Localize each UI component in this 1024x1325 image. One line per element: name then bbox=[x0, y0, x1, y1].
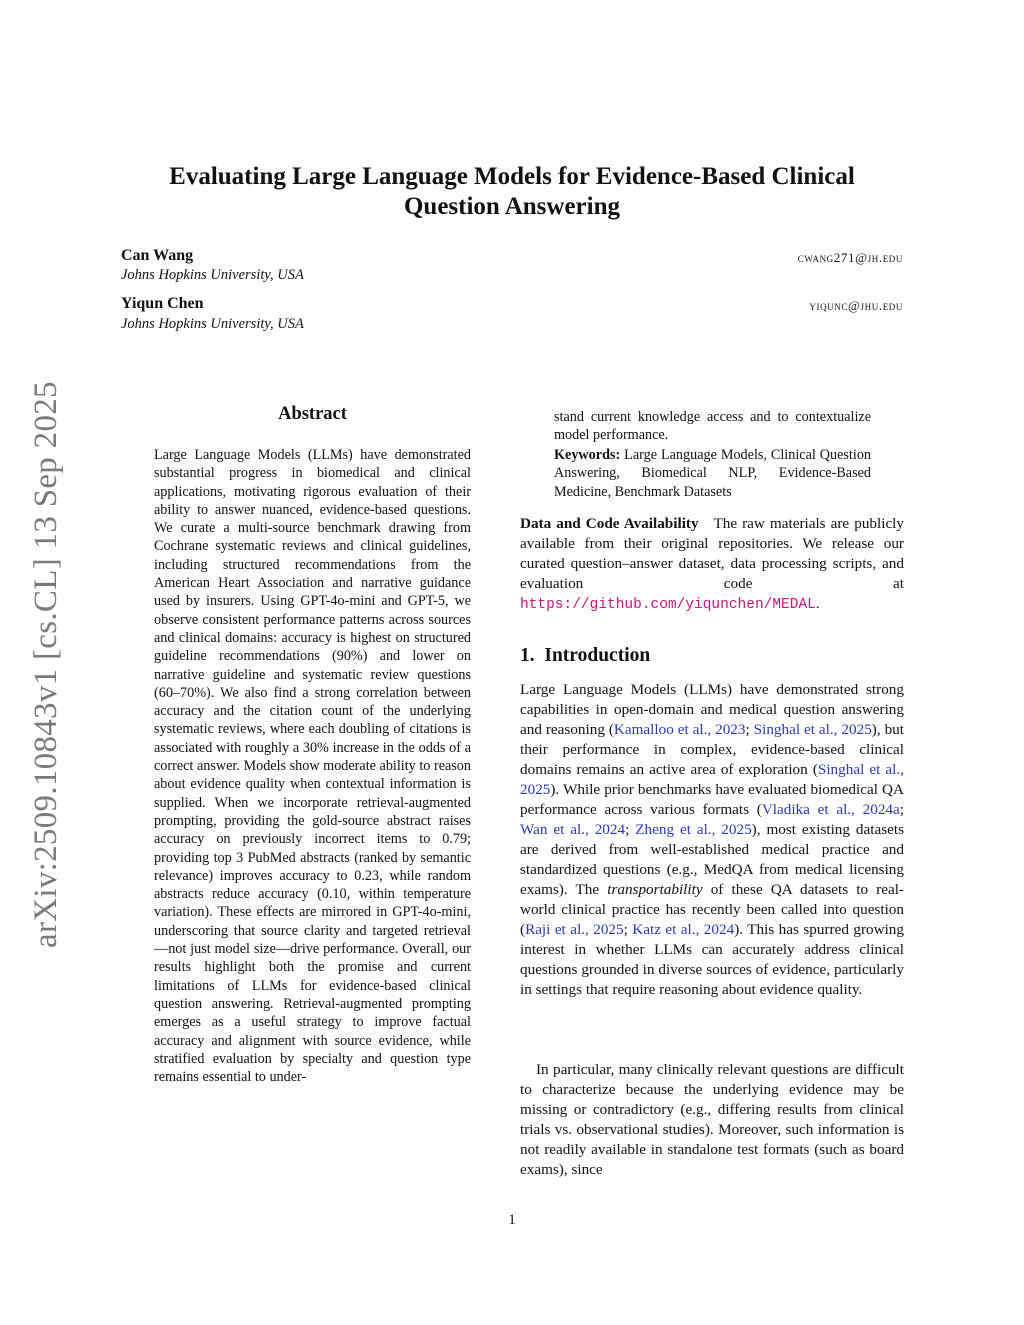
section-title: Introduction bbox=[544, 645, 651, 666]
keywords-label: Keywords: bbox=[554, 447, 621, 463]
citation-link[interactable]: Zheng et al., 2025 bbox=[635, 821, 752, 838]
title-line-1: Evaluating Large Language Models for Evidence-Based Clinical bbox=[169, 163, 855, 190]
arxiv-side-banner: arXiv:2509.10843v1 [cs.CL] 13 Sep 2025 bbox=[28, 381, 64, 948]
intro-text: Large Language Models (LLMs) have demonstrated strong capabilities in open-domain and medical question answering and reasoning ( bbox=[520, 681, 904, 738]
intro-text: ), most existing datasets are derived from well-established medical practice and standardized questions (e.g., MedQA from medical licensing exams). The bbox=[520, 821, 904, 898]
keywords bbox=[554, 446, 871, 501]
citation-link[interactable]: Kamalloo et al., 2023 bbox=[613, 721, 746, 738]
keywords-text: Large Language Models, Clinical Question Answering, Biomedical NLP, Evidence-Based Medicine, Benchmark Datasets bbox=[554, 447, 872, 500]
author-2-email[interactable]: yiqunc@jhu.edu bbox=[809, 298, 903, 313]
intro-italic: transportability bbox=[607, 881, 703, 898]
author-2-affiliation: Johns Hopkins University, USA bbox=[121, 316, 304, 332]
intro-text: ). While prior benchmarks have evaluated biomedical QA performance across various formats ( bbox=[520, 781, 904, 818]
abstract-heading: Abstract bbox=[278, 404, 347, 424]
page-number: 1 bbox=[508, 1212, 516, 1228]
author-2-name: Yiqun Chen bbox=[121, 295, 204, 312]
paper-title bbox=[121, 162, 903, 222]
availability-label: Data and Code Availability bbox=[520, 515, 699, 532]
author-1-name: Can Wang bbox=[121, 247, 194, 264]
abstract-body: Large Language Models (LLMs) have demonstrated substantial progress in biomedical and clinical applications, motivating rigorous evaluation of their ability to answer nuanced, evidence-based questions. We curate a multi-source benchmark drawing from Cochrane systematic reviews and clinical guidelines, including structured recommendations from the American Heart Association and narrative guidance used by insurers. Using GPT-4o-mini and GPT-5, we observe consistent performance patterns across sources and clinical domains: accuracy is highest on structured guideline recommendations (90%) and lower on narrative guideline and systematic review questions (60–70%). We also find a strong correlation between accuracy and the citation count of the underlying systematic reviews, where each doubling of citations is associated with roughly a 30% increase in the odds of a correct answer. Models show moderate ability to reason about evidence quality when contextual information is supplied. When we incorporate retrieval-augmented prompting, providing the gold-source abstract raises accuracy on previously incorrect items to 0.79; providing top 3 PubMed abstracts (ranked by semantic relevance) improves accuracy to 0.23, while random abstracts reduce accuracy (0.10, within temperature variation). These effects are mirrored in GPT-4o-mini, underscoring that source clarity and targeted retrieval—not just model size—drive performance. Overall, our results highlight both the promise and current limitations of LLMs for evidence-based clinical question answering. Retrieval-augmented prompting emerges as a useful strategy to improve factual accuracy and alignment with source evidence, while stratified evaluation by specialty and question type remains essential to under- bbox=[154, 447, 471, 1086]
citation-link[interactable]: Wan et al., 2024 bbox=[520, 821, 626, 838]
section-heading-introduction bbox=[520, 645, 650, 667]
author-1-email[interactable]: cwang271@jh.edu bbox=[797, 250, 903, 265]
citation-link[interactable]: Katz et al., 2024 bbox=[632, 921, 735, 938]
availability-end: . bbox=[815, 595, 820, 612]
intro-paragraph-2: In particular, many clinically relevant questions are difficult to characterize because the underlying evidence may be missing or contradictory (e.g., differing results from clinical trials vs. observational studies). Moreover, such information is not readily available in standalone test formats (such as board exams), since bbox=[520, 1061, 904, 1178]
title-line-2: Question Answering bbox=[403, 193, 620, 220]
citation-link[interactable]: Vladika et al., 2024a bbox=[761, 801, 900, 818]
github-link[interactable]: https://github.com/yiqunchen/MEDAL bbox=[520, 597, 816, 613]
citation-link[interactable]: Raji et al., 2025 bbox=[525, 921, 624, 938]
intro-text: of these QA datasets to real-world clinical practice has recently been called into question ( bbox=[520, 881, 904, 938]
author-1-affiliation: Johns Hopkins University, USA bbox=[121, 267, 304, 283]
intro-text: ), but their performance in complex, evidence-based clinical domains remains an active area of exploration ( bbox=[520, 721, 904, 778]
section-number: 1. bbox=[520, 645, 535, 666]
intro-text: ; bbox=[625, 821, 636, 838]
citation-link[interactable]: Singhal et al., 2025 bbox=[520, 761, 904, 798]
intro-text: ; bbox=[623, 921, 633, 938]
intro-text: ). This has spurred growing interest in whether LLMs can accurately address clinical questions grounded in diverse sources of evidence, particularly in settings that require reasoning about evidence quality. bbox=[520, 921, 904, 998]
intro-text: ; bbox=[745, 721, 754, 738]
citation-link[interactable]: Singhal et al., 2025 bbox=[753, 721, 872, 738]
availability-text: The raw materials are publicly available from their original repositories. We release our curated question–answer dataset, data processing scripts, and evaluation code at bbox=[520, 515, 904, 592]
abstract-continued: stand current knowledge access and to contextualize model performance. bbox=[554, 409, 871, 444]
intro-paragraph-1 bbox=[520, 680, 904, 1000]
intro-text: ; bbox=[899, 801, 904, 818]
data-availability bbox=[520, 514, 904, 615]
